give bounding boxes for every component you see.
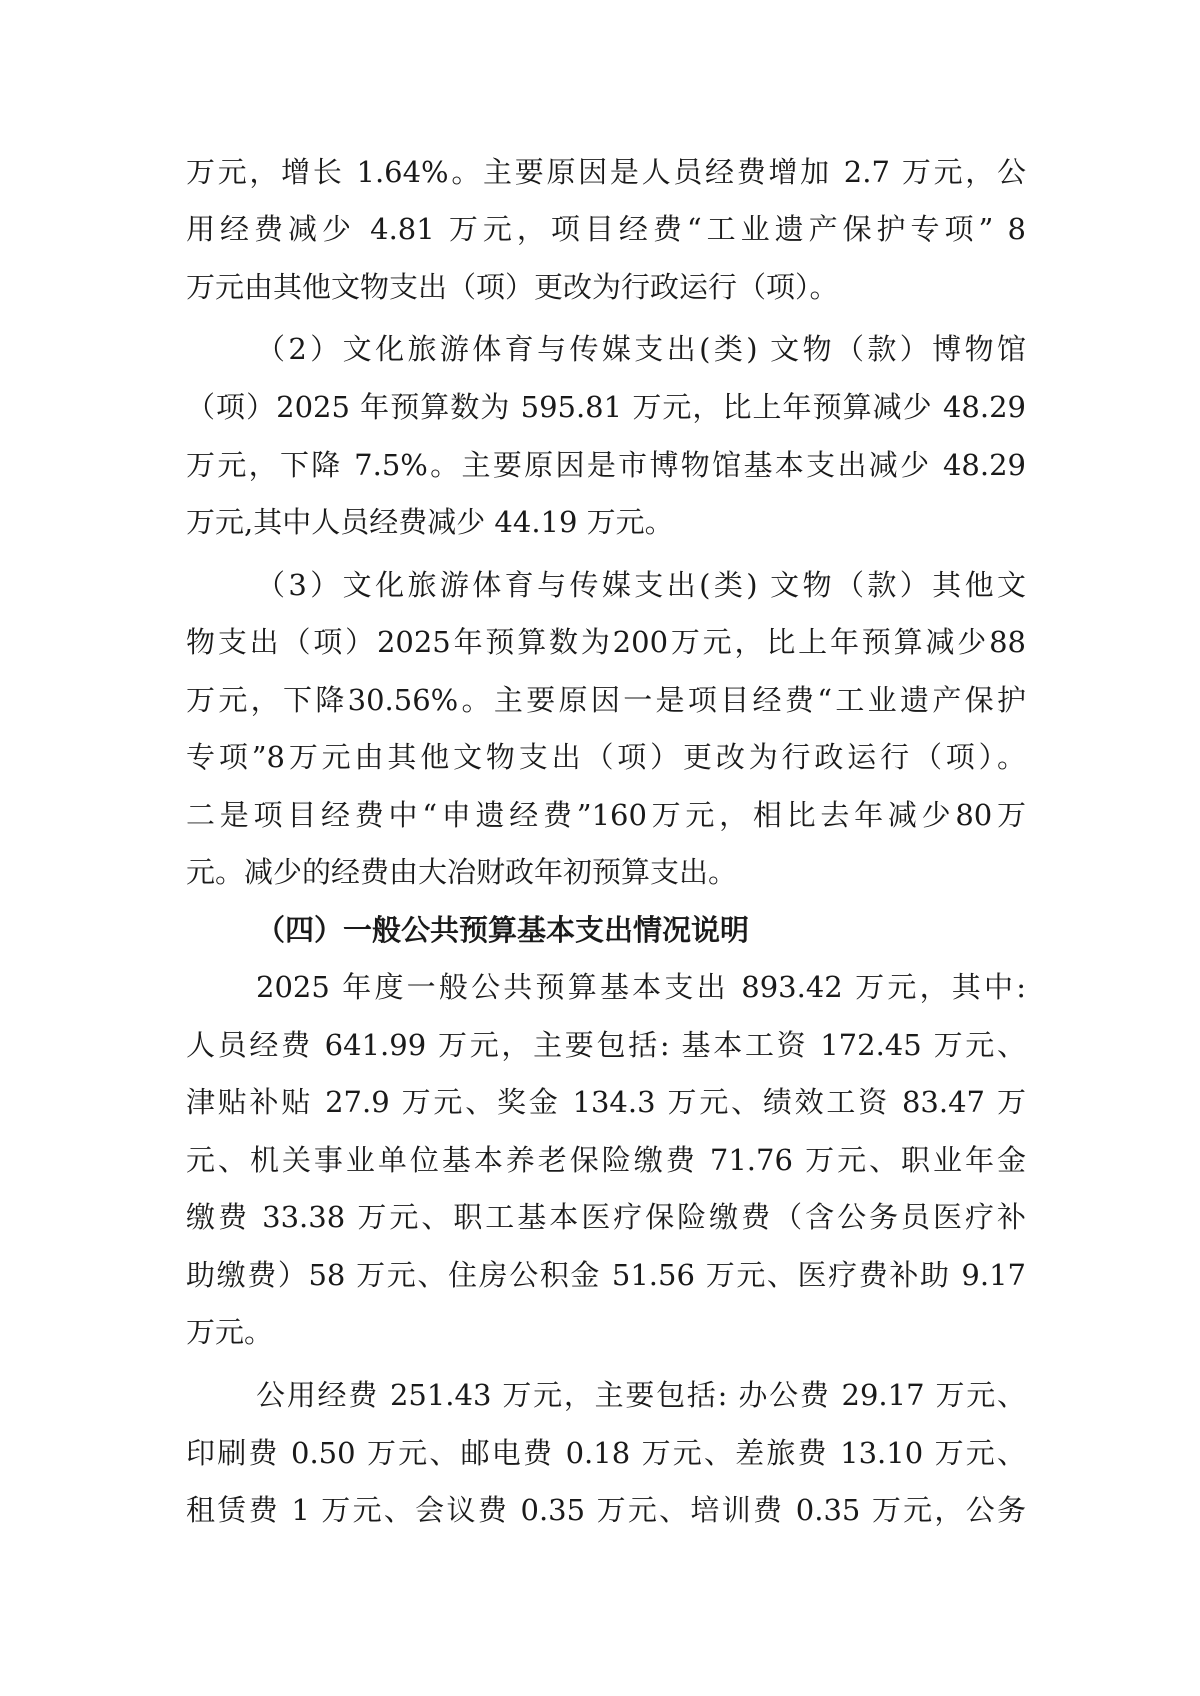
body-text-line: 元、机关事业单位基本养老保险缴费 71.76 万元、职业年金 (186, 1143, 1026, 1177)
body-text-line: 万元，下降30.56%。主要原因一是项目经费“工业遗产保护 (186, 683, 1026, 717)
paragraph-start-line: 公用经费 251.43 万元，主要包括: 办公费 29.17 万元、 (256, 1378, 1026, 1412)
body-text-line: （项）2025 年预算数为 595.81 万元，比上年预算减少 48.29 (186, 390, 1026, 424)
body-text-line: 万元由其他文物支出（项）更改为行政运行（项）。 (186, 270, 839, 304)
body-text-line: 二是项目经费中“申遗经费”160万元，相比去年减少80万 (186, 798, 1026, 832)
body-text-line: 人员经费 641.99 万元，主要包括: 基本工资 172.45 万元、 (186, 1028, 1026, 1062)
body-text-line: 用经费减少 4.81 万元，项目经费“工业遗产保护专项” 8 (186, 212, 1026, 246)
paragraph-start-line: 2025 年度一般公共预算基本支出 893.42 万元，其中: (256, 970, 1026, 1004)
body-text-line: 助缴费）58 万元、住房公积金 51.56 万元、医疗费补助 9.17 (186, 1258, 1026, 1292)
paragraph-start-line: （2）文化旅游体育与传媒支出(类) 文物（款）博物馆 (256, 332, 1026, 366)
body-text-line: 万元，下降 7.5%。主要原因是市博物馆基本支出减少 48.29 (186, 448, 1026, 482)
body-text-line: 印刷费 0.50 万元、邮电费 0.18 万元、差旅费 13.10 万元、 (186, 1436, 1026, 1470)
paragraph-start-line: （3）文化旅游体育与传媒支出(类) 文物（款）其他文 (256, 568, 1026, 602)
body-text-line: 专项”8万元由其他文物支出（项）更改为行政运行（项）。 (186, 740, 1026, 774)
body-text-line: 元。减少的经费由大冶财政年初预算支出。 (186, 855, 738, 889)
body-text-line: 缴费 33.38 万元、职工基本医疗保险缴费（含公务员医疗补 (186, 1200, 1026, 1234)
body-text-line: 租赁费 1 万元、会议费 0.35 万元、培训费 0.35 万元，公务 (186, 1493, 1026, 1527)
body-text-line: 万元。 (186, 1315, 274, 1349)
body-text-line: 物支出（项）2025年预算数为200万元，比上年预算减少88 (186, 625, 1026, 659)
body-text-line: 津贴补贴 27.9 万元、奖金 134.3 万元、绩效工资 83.47 万 (186, 1085, 1026, 1119)
body-text-line: 万元,其中人员经费减少 44.19 万元。 (186, 505, 674, 539)
body-text-line: 万元，增长 1.64%。主要原因是人员经费增加 2.7 万元，公 (186, 155, 1026, 189)
section-heading: （四）一般公共预算基本支出情况说明 (256, 913, 750, 947)
